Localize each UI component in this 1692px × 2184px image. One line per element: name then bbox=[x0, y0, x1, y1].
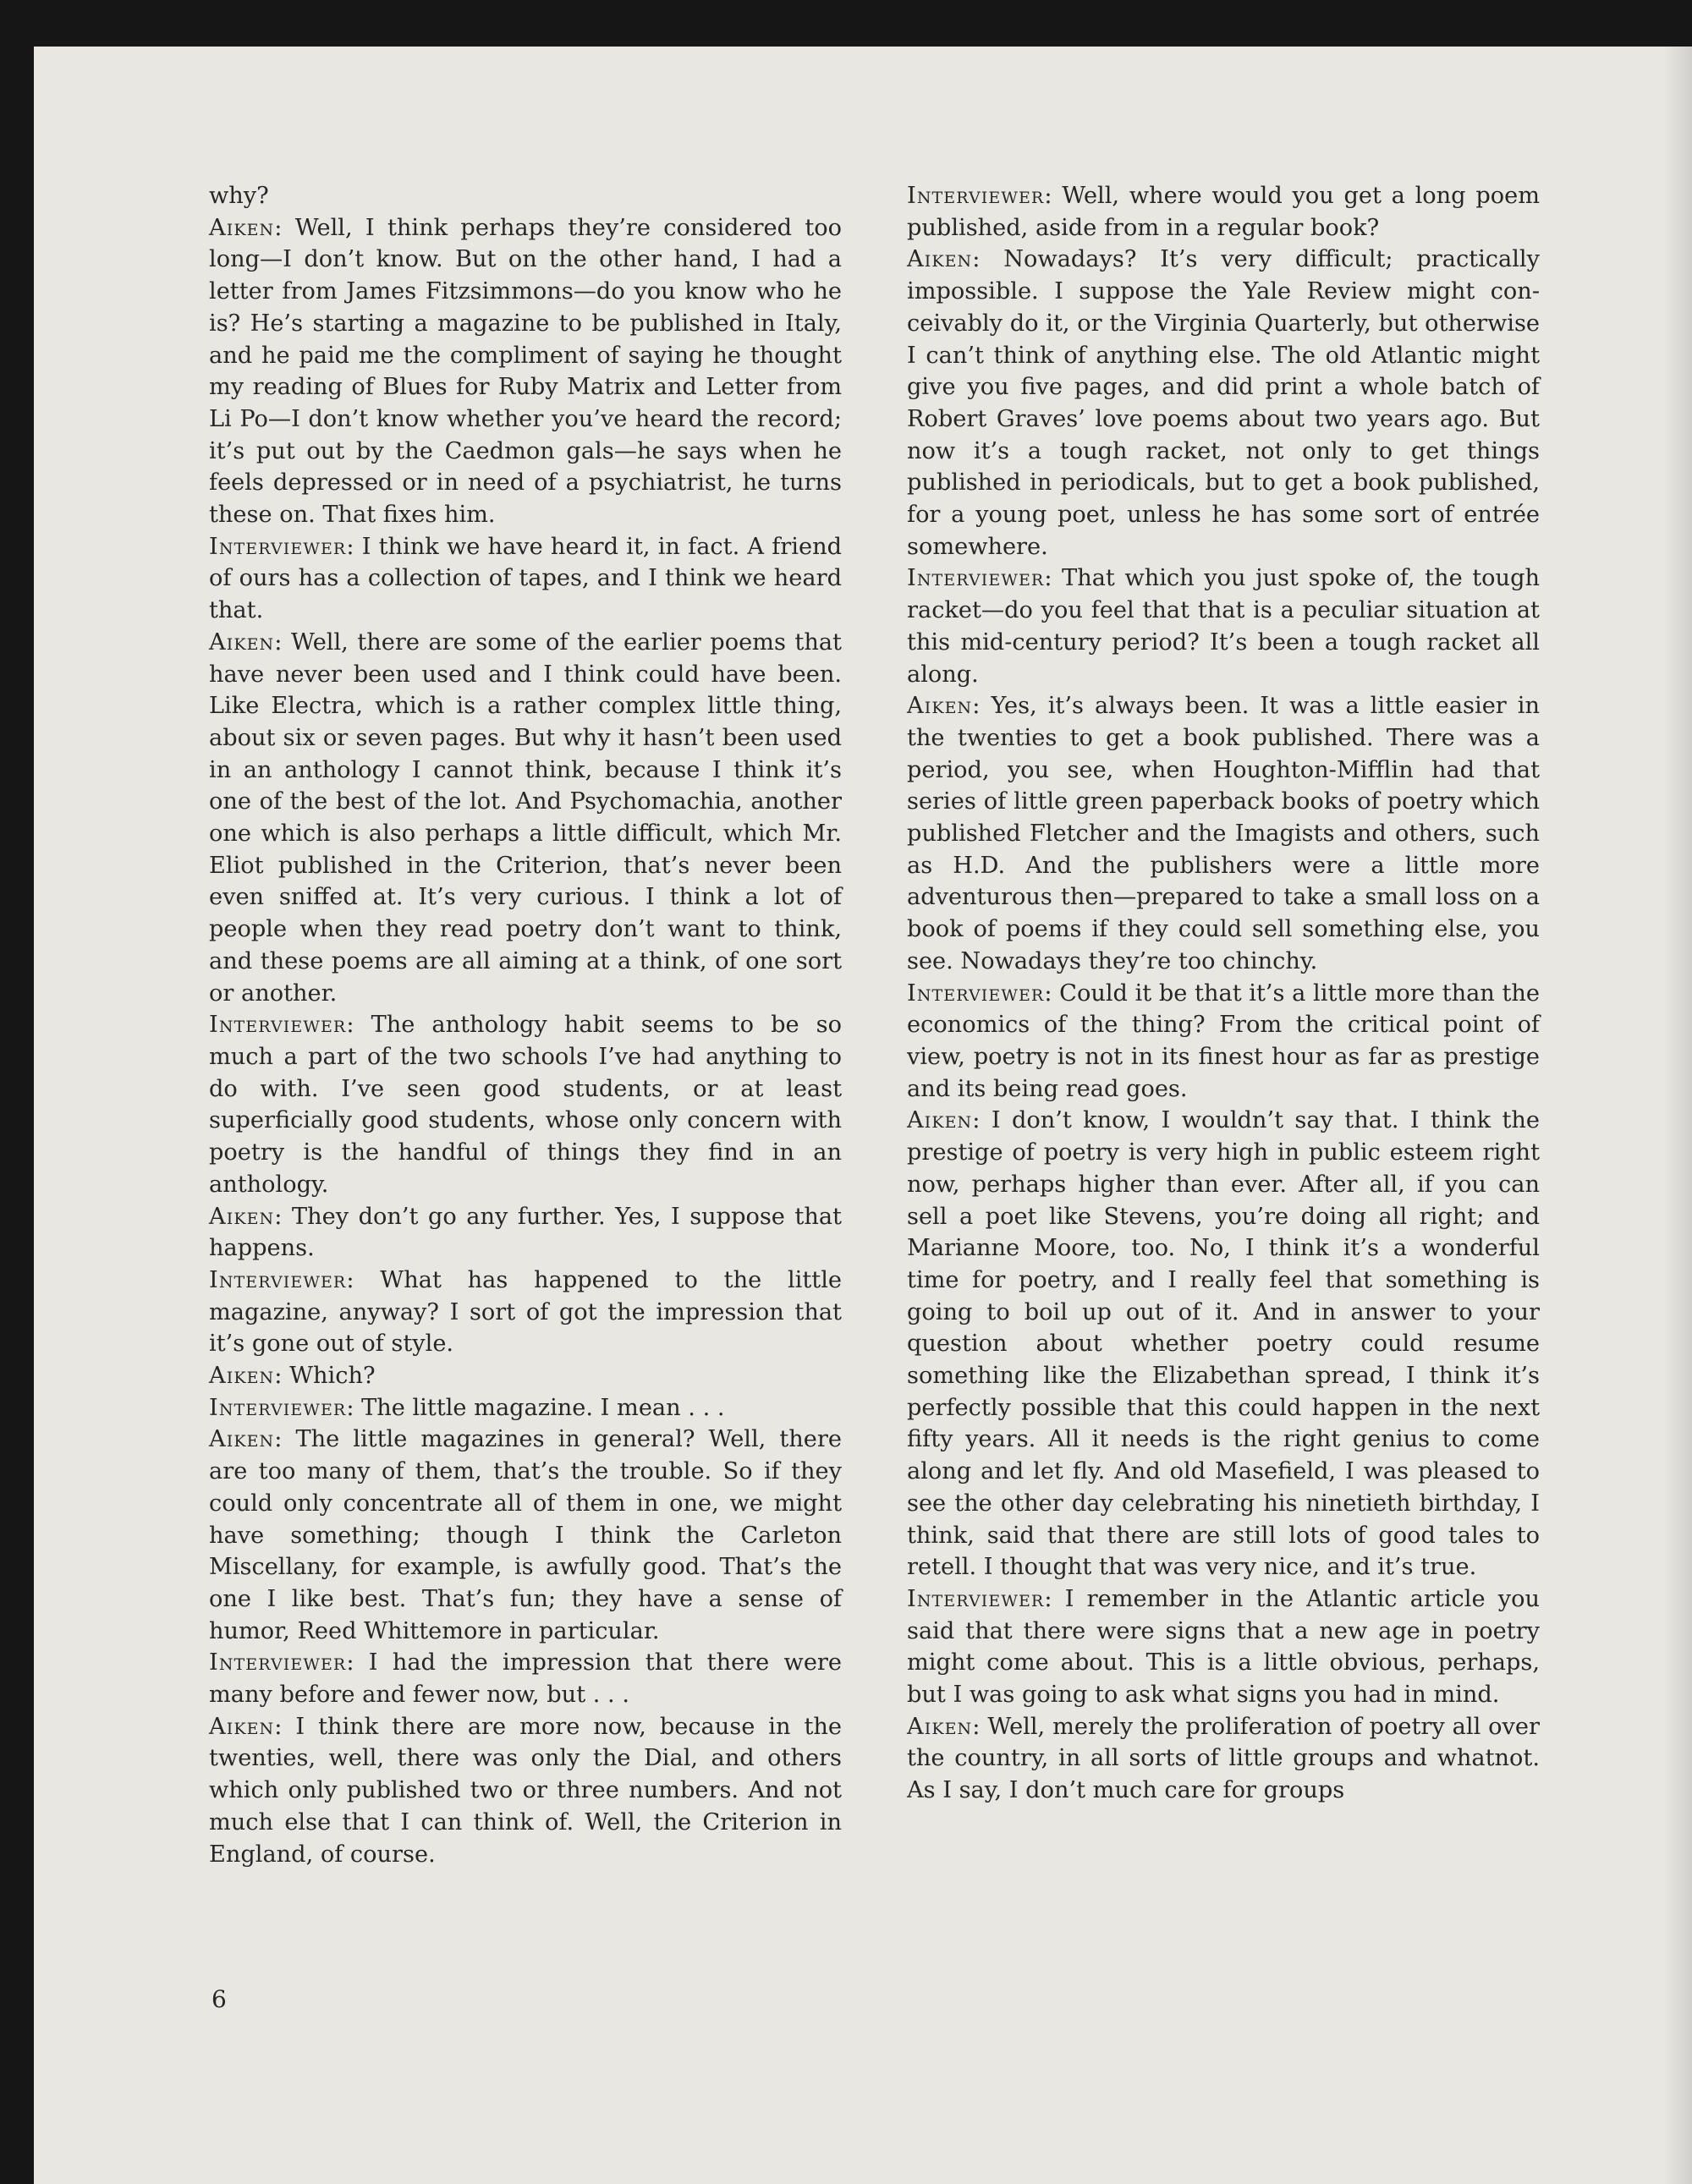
interview-paragraph bbox=[907, 180, 1540, 244]
speaker-label: Aiken bbox=[209, 214, 275, 241]
interview-paragraph bbox=[209, 531, 842, 627]
speaker-separator: : bbox=[346, 533, 362, 560]
paragraph-text: That which you just spoke of, the tough racket—do you feel that that is a peculiar situation at this mid-century period? It’s been a tough racket all along. bbox=[907, 565, 1540, 688]
speaker-separator: : bbox=[274, 214, 295, 241]
speaker-separator: : bbox=[346, 1012, 371, 1039]
paragraph-text: Yes, it’s always been. It was a little easier in the twenties to get a book published. There was a period, you see, when Houghton-Mifflin had that series of little green paperback books of poetry which published Fletcher and the Imagists and others, such as H.D. And the publishers were a little more adventurous then—prepared to take a small loss on a book of poems if they could sell something else, you see. Nowadays they’re too chinchy. bbox=[907, 693, 1540, 974]
speaker-label: Interviewer bbox=[907, 565, 1045, 592]
speaker-separator: : bbox=[1044, 980, 1060, 1007]
speaker-separator: : bbox=[1044, 1585, 1065, 1612]
interview-paragraph bbox=[907, 562, 1540, 690]
paragraph-text: Nowadays? It’s very difficult; practically impossible. I suppose the Yale Review might conceivably do it, or the Virginia Quarterly, but otherwise I can’t think of anything else. The old Atlantic might give you five pages, and did print a whole batch of Robert Graves’ love poems about two years ago. But now it’s a tough racket, not only to get things published in periodicals, but to get a book published, for a young poet, unless he has some sort of entrée somewhere. bbox=[907, 246, 1540, 560]
paragraph-text: I remember in the Atlantic article you said that there were signs that a new age in poetry might come about. This is a little obvious, perhaps, but I was going to ask what signs you had in mind. bbox=[907, 1585, 1541, 1709]
interview-paragraph bbox=[907, 1711, 1540, 1807]
interview-paragraph bbox=[209, 1424, 842, 1647]
speaker-label: Aiken bbox=[209, 1363, 275, 1390]
left-column bbox=[209, 180, 842, 1870]
speaker-separator: : bbox=[274, 1363, 290, 1390]
speaker-label: Interviewer bbox=[209, 1012, 347, 1039]
speaker-label: Aiken bbox=[907, 1107, 973, 1134]
speaker-separator: : bbox=[346, 1649, 369, 1676]
speaker-label: Aiken bbox=[209, 1713, 275, 1740]
interview-paragraph bbox=[209, 1392, 842, 1424]
speaker-separator: : bbox=[972, 246, 1004, 273]
speaker-separator: : bbox=[274, 1203, 292, 1230]
speaker-separator: : bbox=[274, 628, 291, 656]
speaker-label: Aiken bbox=[907, 1713, 973, 1740]
paragraph-text: Well, merely the proliferation of poetry all over the country, in all sorts of little groups and whatnot. As I say, I don’t much care for groups bbox=[907, 1713, 1540, 1804]
speaker-separator: : bbox=[972, 693, 992, 720]
paragraph-text: What has happened to the little magazine, anyway? I sort of got the impression that it’s gone out of style. bbox=[209, 1266, 842, 1358]
interview-paragraph bbox=[907, 1583, 1540, 1711]
speaker-label: Interviewer bbox=[209, 1649, 347, 1676]
speaker-separator: : bbox=[346, 1266, 381, 1293]
interview-paragraph bbox=[907, 1105, 1540, 1583]
speaker-separator: : bbox=[972, 1713, 988, 1740]
speaker-label: Aiken bbox=[209, 1426, 275, 1453]
speaker-separator: : bbox=[1044, 183, 1063, 209]
paragraph-text: I had the impression that there were many before and fewer now, but . . . bbox=[209, 1649, 843, 1709]
interview-paragraph bbox=[907, 978, 1540, 1106]
paragraph-text: Well, where would you get a long poem published, aside from in a regular book? bbox=[907, 183, 1540, 241]
interview-paragraph bbox=[209, 180, 842, 212]
interview-paragraph bbox=[209, 1201, 842, 1265]
speaker-label: Aiken bbox=[209, 1203, 275, 1230]
speaker-separator: : bbox=[274, 1713, 296, 1740]
speaker-label: Interviewer bbox=[907, 1585, 1045, 1612]
speaker-separator: : bbox=[346, 1394, 362, 1421]
speaker-label: Aiken bbox=[209, 628, 275, 656]
interview-paragraph bbox=[209, 1265, 842, 1360]
book-page bbox=[34, 47, 1692, 2184]
paragraph-text: The little magazine. I mean . . . bbox=[361, 1394, 725, 1421]
paragraph-text: They don’t go any further. Yes, I suppose that happens. bbox=[209, 1203, 842, 1262]
paragraph-text: Well, I think perhaps they’re considered too long—I don’t know. But on the other hand, I had a letter from James Fitzsimmons—do you know who he is? He’s starting a magazine to be published in Italy, and he paid me the compliment of saying he thought my reading of Blues for Ruby Matrix and Letter from Li Po—I don’t know whether you’ve heard the record; it’s put out by the Caedmon gals—he says when he feels depressed or in need of a psychiatrist, he turns these on. That fixes him. bbox=[209, 214, 842, 529]
interview-paragraph bbox=[907, 690, 1540, 977]
speaker-label: Interviewer bbox=[907, 183, 1045, 209]
speaker-label: Interviewer bbox=[209, 1266, 347, 1293]
speaker-separator: : bbox=[274, 1426, 296, 1453]
paragraph-text: I think there are more now, because in the twenties, well, there was only the Dial, and others which only published two or three numbers. And not much else that I can think of. Well, the Criterion in England, of course. bbox=[209, 1713, 842, 1868]
speaker-label: Interviewer bbox=[209, 1394, 347, 1421]
interview-paragraph bbox=[209, 1360, 842, 1392]
page-number: 6 bbox=[212, 1985, 227, 2013]
interview-paragraph bbox=[209, 212, 842, 531]
speaker-label: Aiken bbox=[907, 246, 973, 273]
speaker-label: Interviewer bbox=[907, 980, 1045, 1007]
paragraph-text: Could it be that it’s a little more than the economics of the thing? From the critical point of view, poetry is not in its finest hour as far as prestige and its being read goes. bbox=[907, 980, 1541, 1102]
paragraph-text: The anthology habit seems to be so much a part of the two schools I’ve had anything to do with. I’ve seen good students, or at least superficially good students, whose only concern with poetry is the handful of things they find in an anthology. bbox=[209, 1012, 842, 1198]
speaker-label: Aiken bbox=[907, 693, 973, 720]
interview-paragraph bbox=[209, 1711, 842, 1871]
paragraph-text: The little magazines in general? Well, there are too many of them, that’s the trouble. So if they could only concentrate all of them in one, we might have something; though I think the Carleton Miscellany, for example, is awfully good. That’s the one I like best. That’s fun; they have a sense of humor, Reed Whittemore in particular. bbox=[209, 1426, 842, 1644]
speaker-label: Interviewer bbox=[209, 533, 347, 560]
speaker-separator: : bbox=[1044, 565, 1063, 592]
interview-paragraph bbox=[209, 627, 842, 1009]
interview-paragraph bbox=[907, 244, 1540, 562]
paragraph-text: Well, there are some of the earlier poems that have never been used and I think could have been. Like Electra, which is a rather complex little thing, about six or seven pages. But why it hasn’t been used in an anthology I cannot think, because I think it’s one of the best of the lot. And Psychomachia, another one which is also perhaps a little difficult, which Mr. Eliot published in the Criterion, that’s never been even sniffed at. It’s very curious. I think a lot of people when they read poetry don’t want to think, and these poems are all aiming at a think, of one sort or another. bbox=[209, 628, 842, 1007]
right-column bbox=[907, 180, 1540, 1807]
paragraph-text: I think we have heard it, in fact. A friend of ours has a collection of tapes, and I think we heard that. bbox=[209, 533, 843, 624]
speaker-separator: : bbox=[972, 1107, 992, 1134]
paragraph-text: why? bbox=[209, 183, 269, 209]
interview-paragraph bbox=[209, 1009, 842, 1200]
paragraph-text: I don’t know, I wouldn’t say that. I think the prestige of poetry is very high in public esteem right now, perhaps higher than ever. After all, if you can sell a poet like Stevens, you’re doing all right; and Marianne Moore, too. No, I think it’s a wonderful time for poetry, and I really feel that something is going to boil up out of it. And in answer to your question about whether poetry could resume something like the Elizabethan spread, I think it’s perfectly possible that this could happen in the next fifty years. All it needs is the right genius to come along and let fly. And old Masefield, I was pleased to see the other day celebrating his ninetieth birthday, I think, said that there are still lots of good tales to retell. I thought that was very nice, and it’s true. bbox=[907, 1107, 1540, 1581]
paragraph-text: Which? bbox=[289, 1363, 376, 1390]
interview-paragraph bbox=[209, 1647, 842, 1710]
